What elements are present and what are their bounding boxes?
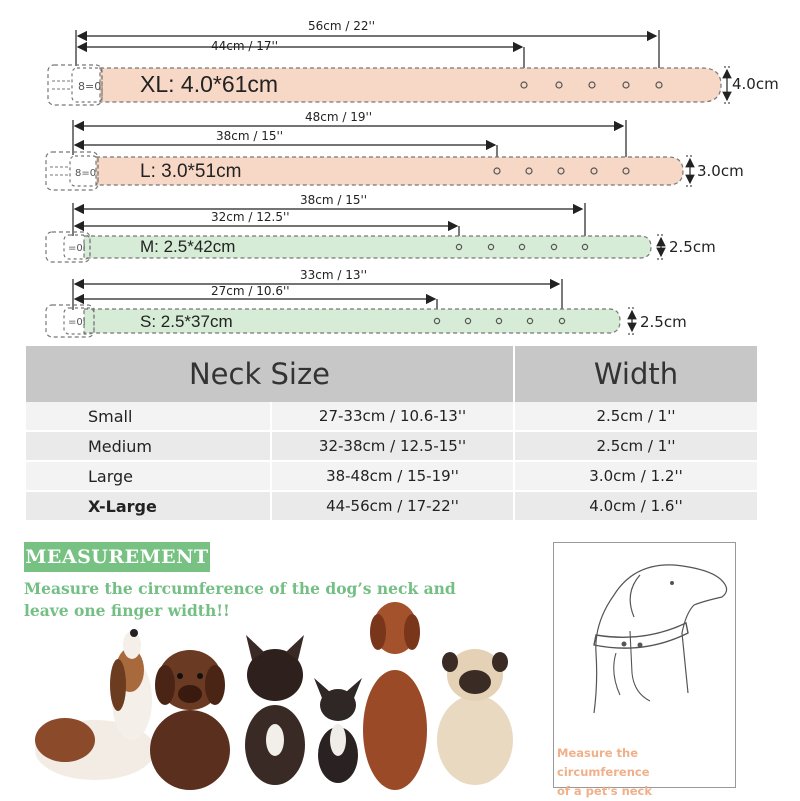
table-row	[26, 402, 757, 431]
size-name: Medium	[26, 431, 271, 461]
svg-text:=0l: =0l	[68, 243, 86, 254]
sketch-caption	[557, 744, 733, 801]
neck-range: 32-38cm / 12.5-15''	[271, 431, 514, 461]
width-value: 4.0cm / 1.6''	[514, 491, 757, 521]
measurement-badge: MEASUREMENT	[24, 542, 210, 572]
s-inner-dimension: 27cm / 10.6''	[211, 284, 290, 298]
width-header: Width	[514, 346, 757, 402]
svg-text:=0l: =0l	[68, 317, 86, 328]
l-collar-label: L: 3.0*51cm	[140, 161, 242, 182]
chihuahua-image	[314, 678, 362, 783]
basset-hound-image	[35, 629, 155, 780]
svg-text:8=0: 8=0	[75, 168, 97, 179]
xl-inner-dimension: 44cm / 17''	[211, 39, 279, 53]
xl-collar-label: XL: 4.0*61cm	[140, 71, 279, 97]
m-collar-label: M: 2.5*42cm	[140, 237, 236, 256]
width-value: 3.0cm / 1.2''	[514, 461, 757, 491]
s-collar-label: S: 2.5*37cm	[140, 312, 233, 331]
s-width-label: 2.5cm	[640, 313, 687, 331]
french-bulldog-image	[245, 635, 305, 785]
size-name: Large	[26, 461, 271, 491]
sketch-caption-line-1: Measure the circumference	[557, 746, 650, 779]
width-value: 2.5cm / 1''	[514, 402, 757, 431]
neck-range: 38-48cm / 15-19''	[271, 461, 514, 491]
l-width-label: 3.0cm	[697, 162, 744, 180]
collar-m	[46, 203, 665, 262]
collar-diagram	[0, 0, 800, 345]
ridgeback-dog-image	[363, 602, 427, 790]
size-table	[26, 346, 757, 522]
width-value: 2.5cm / 1''	[514, 431, 757, 461]
sketch-caption-line-2: of a pet's neck	[557, 784, 653, 798]
size-name: Small	[26, 402, 271, 431]
size-name: X-Large	[26, 491, 271, 521]
xl-outer-dimension: 56cm / 22''	[308, 19, 376, 33]
table-row	[26, 431, 757, 461]
dogs-group-illustration	[20, 590, 540, 795]
chocolate-labrador-image	[150, 650, 230, 790]
m-inner-dimension: 32cm / 12.5''	[211, 210, 290, 224]
xl-width-label: 4.0cm	[732, 75, 779, 93]
table-row	[26, 461, 757, 491]
pug-image	[437, 649, 513, 785]
l-inner-dimension: 38cm / 15''	[216, 129, 284, 143]
collar-s	[46, 279, 636, 337]
measurement-line-2: leave one finger width!!	[24, 601, 230, 620]
measurement-line-1: Measure the circumference of the dog’s neck and	[24, 579, 456, 598]
m-outer-dimension: 38cm / 15''	[300, 193, 368, 207]
svg-text:8=0: 8=0	[78, 80, 102, 93]
dog-neck-sketch	[554, 543, 735, 743]
neck-range: 27-33cm / 10.6-13''	[271, 402, 514, 431]
table-row	[26, 491, 757, 521]
s-outer-dimension: 33cm / 13''	[300, 268, 368, 282]
m-width-label: 2.5cm	[669, 238, 716, 256]
l-outer-dimension: 48cm / 19''	[305, 110, 373, 124]
neck-range: 44-56cm / 17-22''	[271, 491, 514, 521]
neck-size-header: Neck Size	[26, 346, 514, 402]
